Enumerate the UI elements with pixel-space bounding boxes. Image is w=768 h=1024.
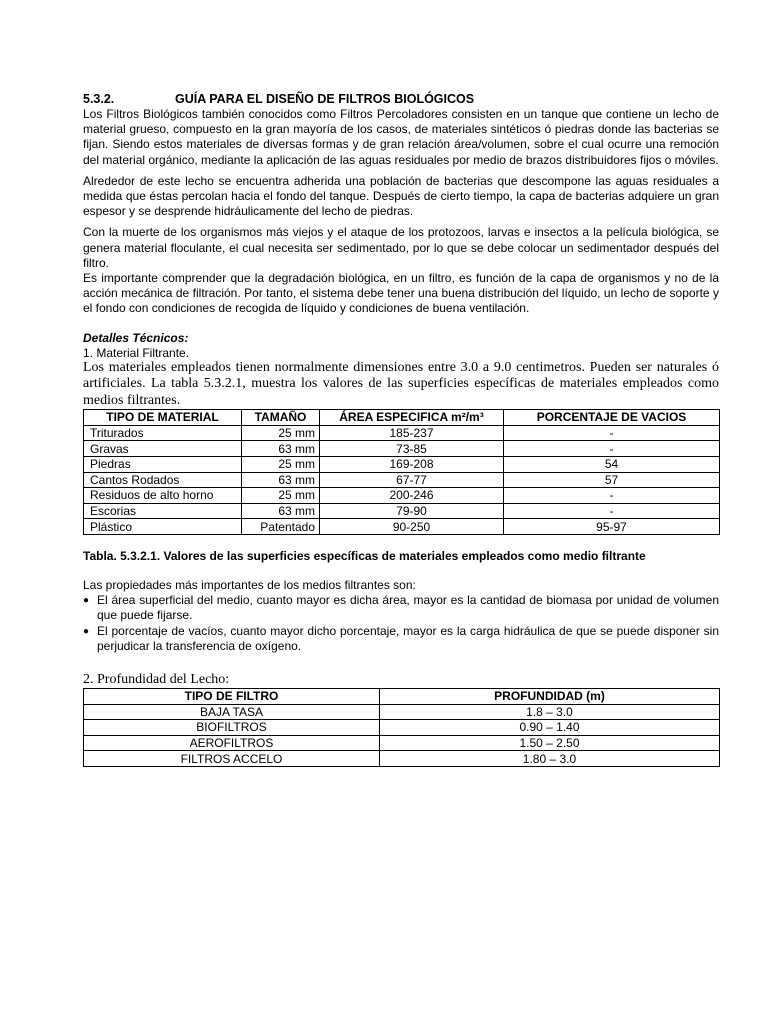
table-cell: 63 mm	[242, 441, 320, 457]
bullet-text: El área superficial del medio, cuanto mayor es dicha área, mayor es la cantidad de biomasa por unidad de volumen que puede fijarse.	[97, 593, 719, 623]
table-header-row	[84, 410, 720, 426]
table-row	[84, 472, 720, 488]
table-cell: Residuos de alto horno	[84, 488, 242, 504]
table-cell: Plástico	[84, 519, 242, 535]
table-row	[84, 503, 720, 519]
table-cell: 25 mm	[242, 456, 320, 472]
table-row	[84, 704, 720, 720]
paragraph-intro: Los Filtros Biológicos también conocidos como Filtros Percoladores consisten en un tanque que contiene un lecho de material grueso, compuesto en la gran mayoría de los casos, de materiales sintéticos ó piedras donde las bacterias se fijan. Siendo estos materiales de diversas formas y de gran relación área/volumen, sobre el cual ocurre una remoción del material orgánico, mediante la aplicación de las aguas residuales por medio de brazos distribuidores fijos o móviles.	[83, 107, 719, 167]
table-cell: AEROFILTROS	[84, 735, 380, 751]
column-header: TIPO DE FILTRO	[84, 688, 380, 704]
document-page	[83, 92, 719, 767]
table-row	[84, 751, 720, 767]
table-cell: FILTROS ACCELO	[84, 751, 380, 767]
column-header: PORCENTAJE DE VACIOS	[504, 410, 720, 426]
table-header-row	[84, 688, 720, 704]
table-row	[84, 735, 720, 751]
table-cell: -	[504, 503, 720, 519]
table-cell: Escorias	[84, 503, 242, 519]
table-cell: 1.50 – 2.50	[380, 735, 720, 751]
table-row	[84, 488, 720, 504]
table-cell: Patentado	[242, 519, 320, 535]
table-cell: -	[504, 488, 720, 504]
column-header: ÁREA ESPECIFICA m²/m³	[320, 410, 504, 426]
paragraph-organisms: Con la muerte de los organismos más viejos y el ataque de los protozoos, larvas e insectos a la película biológica, se genera material floculante, el cual necesita ser sedimentado, por lo que se debe colocar un sedimentador después del filtro.	[83, 225, 719, 270]
column-header: TAMAÑO	[242, 410, 320, 426]
table-cell: Cantos Rodados	[84, 472, 242, 488]
table-cell: -	[504, 425, 720, 441]
table-cell: 95-97	[504, 519, 720, 535]
list-item	[83, 624, 719, 654]
table-cell: 185-237	[320, 425, 504, 441]
material-filtrante-item: 1. Material Filtrante.	[83, 345, 190, 360]
bullet-icon: ●	[83, 595, 90, 607]
table-row	[84, 441, 720, 457]
paragraph-degradation: Es importante comprender que la degradación biológica, en un filtro, es función de la capa de organismos y no de la acción mecánica de filtración. Por tanto, el sistema debe tener una buena distribución del líquido, un lecho de soporte y el fondo con condiciones de recogida de líquido y condiciones de buena ventilación.	[83, 271, 719, 316]
depth-heading: 2. Profundidad del Lecho:	[83, 671, 230, 687]
table-row	[84, 456, 720, 472]
table-cell: 79-90	[320, 503, 504, 519]
table-cell: 63 mm	[242, 503, 320, 519]
table-cell: 25 mm	[242, 488, 320, 504]
section-title: GUÍA PARA EL DISEÑO DE FILTROS BIOLÓGICOS	[175, 92, 475, 106]
materials-table	[83, 409, 720, 535]
table-row	[84, 720, 720, 736]
table-cell: 1.8 – 3.0	[380, 704, 720, 720]
section-number: 5.3.2.	[83, 92, 115, 106]
properties-intro: Las propiedades más importantes de los medios filtrantes son:	[83, 577, 416, 592]
table-cell: 0.90 – 1.40	[380, 720, 720, 736]
materials-paragraph: Los materiales empleados tienen normalmente dimensiones entre 3.0 a 9.0 centimetros. Pueden ser naturales ó artificiales. La tabla 5.3.2.1, muestra los valores de las superficies específicas de materiales empleados como medios filtrantes.	[83, 359, 719, 408]
table-cell: -	[504, 441, 720, 457]
table-cell: 200-246	[320, 488, 504, 504]
table-cell: BIOFILTROS	[84, 720, 380, 736]
list-item	[83, 593, 719, 623]
table-cell: 169-208	[320, 456, 504, 472]
table-cell: 63 mm	[242, 472, 320, 488]
table-cell: 57	[504, 472, 720, 488]
section-heading	[83, 92, 719, 107]
table-cell: 67-77	[320, 472, 504, 488]
table-cell: 73-85	[320, 441, 504, 457]
table-caption: Tabla. 5.3.2.1. Valores de las superficies específicas de materiales empleados como medio filtrante	[83, 548, 646, 563]
table-cell: 25 mm	[242, 425, 320, 441]
technical-details-heading: Detalles Técnicos:	[83, 330, 189, 345]
paragraph-bacteria: Alrededor de este lecho se encuentra adherida una población de bacterias que descompone las aguas residuales a medida que éstas percolan hacia el fondo del tanque. Después de cierto tiempo, la capa de bacterias adquiere un gran espesor y se desprende hidráulicamente del lecho de piedras.	[83, 173, 719, 219]
depth-table	[83, 688, 720, 767]
table-row	[84, 425, 720, 441]
table-cell: 90-250	[320, 519, 504, 535]
table-cell: 54	[504, 456, 720, 472]
table-cell: 1.80 – 3.0	[380, 751, 720, 767]
table-cell: Piedras	[84, 456, 242, 472]
table-cell: BAJA TASA	[84, 704, 380, 720]
column-header: TIPO DE MATERIAL	[84, 410, 242, 426]
bullet-icon: ●	[83, 625, 90, 637]
table-cell: Gravas	[84, 441, 242, 457]
table-row	[84, 519, 720, 535]
table-cell: Triturados	[84, 425, 242, 441]
column-header: PROFUNDIDAD (m)	[380, 688, 720, 704]
bullet-text: El porcentaje de vacíos, cuanto mayor dicho porcentaje, mayor es la carga hidráulica de que se puede disponer sin perjudicar la transferencia de oxígeno.	[97, 623, 719, 653]
